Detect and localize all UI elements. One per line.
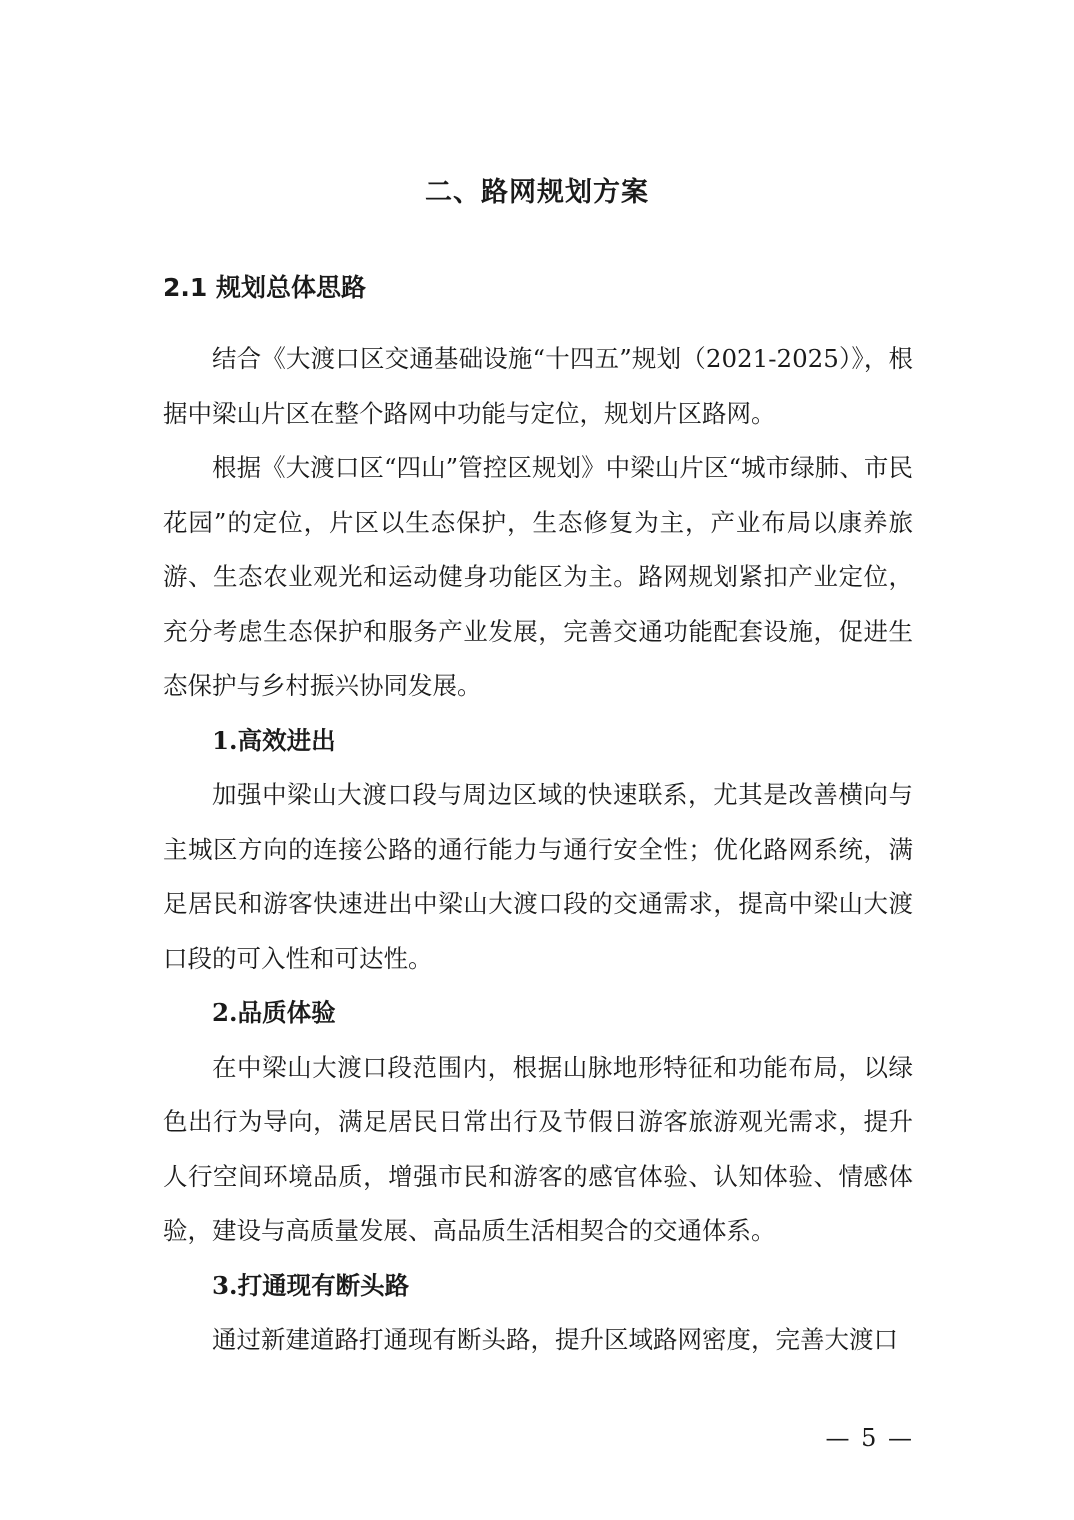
- paragraph: 结合《大渡口区交通基础设施“十四五”规划（2021-2025）》，根据中梁山片区在整个路网中功能与定位，规划片区路网。: [163, 344, 913, 428]
- chapter-title: 二、路网规划方案: [425, 177, 649, 208]
- subheading-quality-experience: 2.品质体验: [212, 998, 336, 1027]
- body-text: [163, 332, 913, 1368]
- subheading-efficient-access: 1.高效进出: [212, 725, 336, 755]
- paragraph: 加强中梁山大渡口段与周边区域的快速联系，尤其是改善横向与主城区方向的连接公路的通行能力与通行安全性；优化路网系统，满足居民和游客快速进出中梁山大渡口段的交通需求，提高中梁山大渡口段的可入性和可达性。: [163, 780, 913, 973]
- paragraph: 在中梁山大渡口段范围内，根据山脉地形特征和功能布局，以绿色出行为导向，满足居民日常出行及节假日游客旅游观光需求，提升人行空间环境品质，增强市民和游客的感官体验、认知体验、情感体验，建设与高质量发展、高品质生活相契合的交通体系。: [163, 1052, 913, 1245]
- paragraph: 根据《大渡口区“四山”管控区规划》中梁山片区“城市绿肺、市民花园”的定位，片区以生态保护，生态修复为主，产业布局以康养旅游、生态农业观光和运动健身功能区为主。路网规划紧扣产业定位，充分考虑生态保护和服务产业发展，完善交通功能配套设施，促进生态保护与乡村振兴协同发展。: [163, 453, 913, 700]
- paragraph: 通过新建道路打通现有断头路，提升区域路网密度，完善大渡口: [212, 1325, 898, 1354]
- page-number: — 5 —: [825, 1424, 914, 1452]
- section-title: 2.1 规划总体思路: [163, 273, 366, 302]
- subheading-dead-end-roads: 3.打通现有断头路: [212, 1270, 410, 1300]
